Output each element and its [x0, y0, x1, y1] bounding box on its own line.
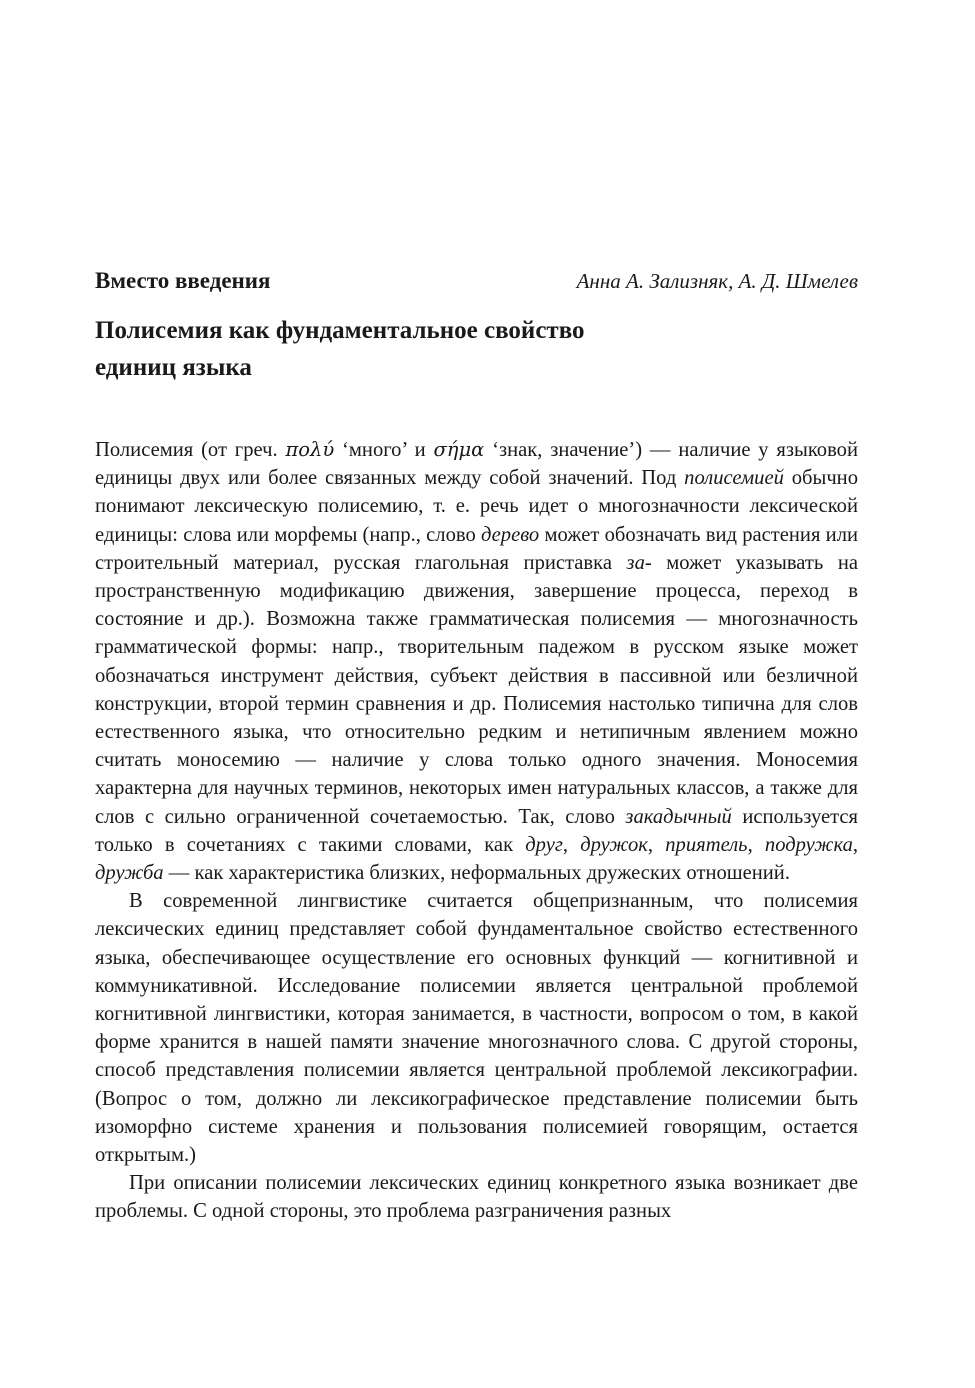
- italic-term: за-: [626, 551, 652, 574]
- italic-term: полисемией: [684, 467, 784, 490]
- article-title: [95, 312, 858, 386]
- text-run: может указывать на пространственную модификацию движения, завершение процесса, переход в состояние и др.). Возможна также грамматическая полисемия — многозначность грамматической формы: напр., творительным падежом в русском языке может обозначаться инструмент действия, субъект действия в пассивной или безличной конструкции, второй термин сравнения и др. Полисемия настолько типична для слов естественного языка, что относительно редким и нетипичным явлением можно считать моносемию — наличие у слова только одного значения. Моносемия характерна для научных терминов, некоторых имен натуральных классов, а также для слов с сильно ограниченной сочетаемостью. Так, слово: [95, 551, 858, 828]
- italic-term: дружба: [95, 862, 164, 885]
- text-run: ,: [747, 833, 765, 856]
- text-run: ,: [852, 833, 859, 856]
- text-run: обычно понимают лексическую полисемию, т. е. речь идет о многозначности лексической единицы: слова или морфемы (напр., слово: [95, 467, 859, 546]
- greek-word: σήμα: [433, 438, 485, 461]
- section-label: Вместо введения: [95, 268, 271, 293]
- italic-term: дерево: [480, 523, 540, 546]
- text-run: — как характеристика близких, неформальных дружеских отношений.: [163, 862, 790, 885]
- text-run: ‘много’ и: [334, 439, 434, 461]
- paragraph-1: [95, 436, 858, 887]
- text-run: ‘знак, значение’) — наличие у языковой единицы двух или более связанных между собой значений. Под: [95, 439, 859, 490]
- italic-term: друг: [525, 833, 563, 856]
- paragraph-3: При описании полисемии лексических единиц конкретного языка возникает две проблемы. С одной стороны, это проблема разграничения разных: [95, 1172, 858, 1223]
- running-header: [95, 268, 858, 302]
- paragraph-2: В современной лингвистике считается общепризнанным, что полисемия лексических единиц представляет собой фундаментальное свойство естественного языка, обеспечивающее осуществление его основных функций — когнитивной и коммуникативной. Исследование полисемии является центральной проблемой когнитивной лингвистики, которая занимается, в частности, вопросом о том, в какой форме хранится в нашей памяти значение многозначного слова. С другой стороны, способ представления полисемии является центральной проблемой лексикографии. (Вопрос о том, должно ли лексикографическое представление полисемии быть изоморфно системе хранения и пользования полисемией говорящим, остается открытым.): [95, 890, 858, 1167]
- text-run: ,: [647, 833, 666, 856]
- authors: Анна А. Зализняк, А. Д. Шмелев: [576, 269, 858, 293]
- greek-word: πολύ: [285, 438, 335, 461]
- text-run: ,: [562, 833, 581, 856]
- text-run: используется только в сочетаниях с такими словами, как: [95, 805, 858, 856]
- article-body: [95, 436, 858, 1226]
- italic-term: подружка: [764, 833, 853, 856]
- text-run: Полисемия (от греч.: [95, 439, 286, 461]
- text-run: может обозначать вид растения или строительный материал, русская глагольная приставка: [95, 523, 858, 574]
- italic-term: закадычный: [625, 805, 732, 828]
- title-line-2: единиц языка: [95, 354, 252, 381]
- page-content: [95, 268, 858, 1226]
- title-line-1: Полисемия как фундаментальное свойство: [95, 317, 585, 344]
- italic-term: дружок: [580, 833, 648, 856]
- italic-term: приятель: [665, 833, 748, 856]
